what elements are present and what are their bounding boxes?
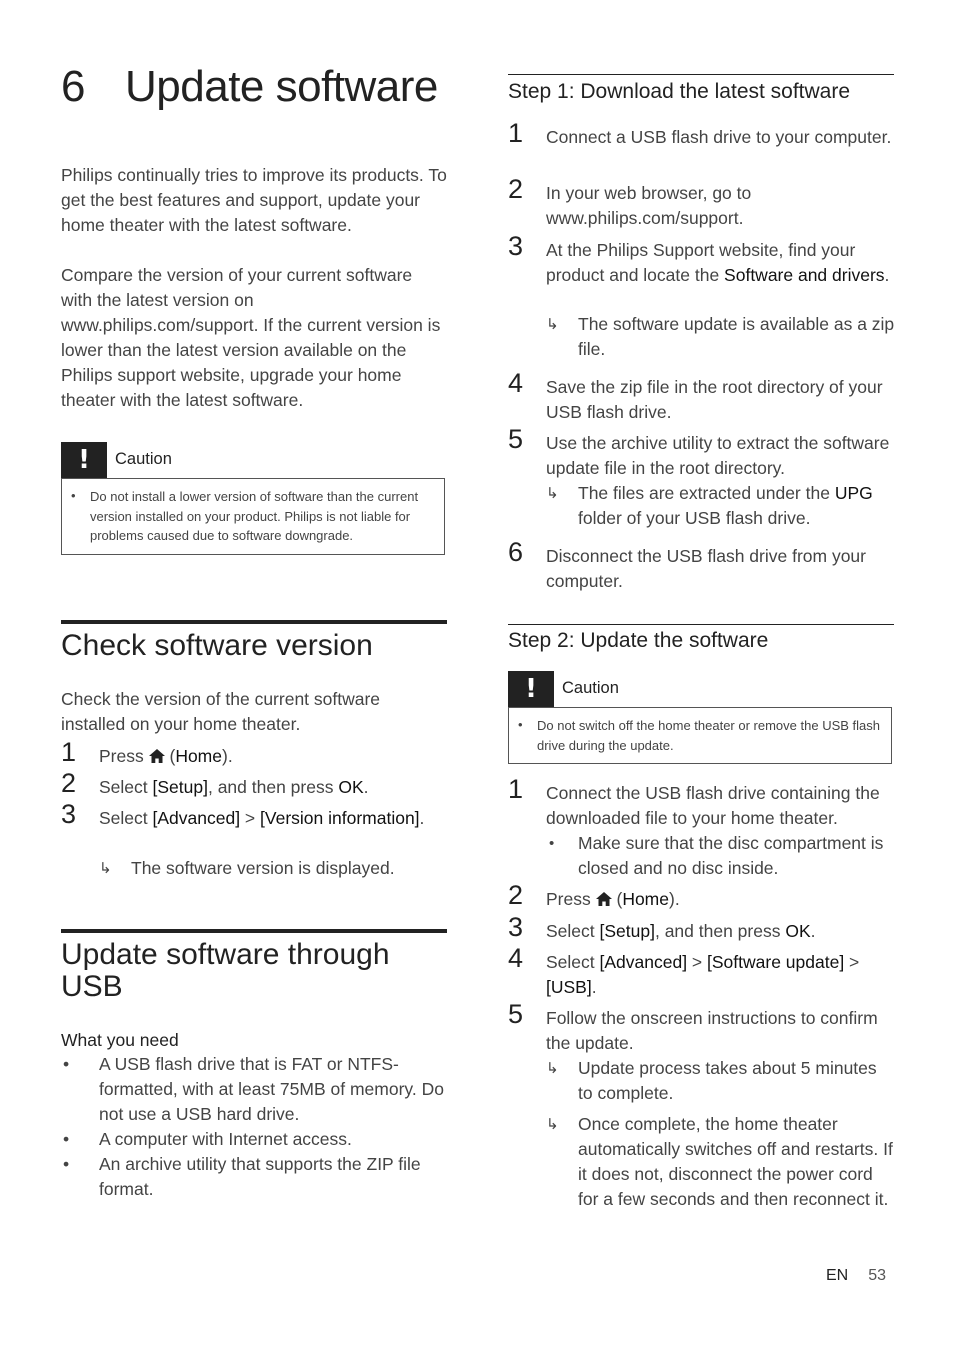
- step-text: Press: [99, 746, 149, 766]
- check-step-3: [61, 799, 447, 831]
- step-text: (: [164, 746, 176, 766]
- bullet-icon: •: [518, 717, 523, 732]
- bullet-text: Make sure that the disc compartment is closed and no disc inside.: [578, 833, 884, 878]
- caution-header: [61, 442, 447, 478]
- step2-result-2: [546, 1112, 896, 1212]
- home-icon: [149, 749, 165, 763]
- arrow-icon: ↳: [546, 316, 559, 333]
- step-number: 2: [508, 880, 524, 910]
- step-text: .: [363, 777, 369, 797]
- language-code: EN: [826, 1267, 849, 1284]
- step1-heading: Step 1: Download the latest software: [508, 80, 851, 103]
- step2-bullet-1: [546, 831, 896, 881]
- step-number: 6: [508, 537, 524, 567]
- step-text: Select: [546, 921, 600, 941]
- need-item: [61, 1127, 447, 1152]
- step-text: Select: [99, 808, 153, 828]
- caution-icon: !: [61, 442, 107, 478]
- chapter-title: [61, 62, 438, 112]
- step-text: Save the zip file in the root directory of your USB flash drive.: [546, 377, 883, 422]
- arrow-icon: ↳: [99, 860, 112, 877]
- setup-key: [Setup]: [152, 777, 208, 797]
- step2-item-5: [508, 999, 894, 1056]
- bullet-icon: •: [63, 1054, 70, 1074]
- page-number: 53: [868, 1267, 887, 1284]
- bullet-icon: •: [63, 1154, 70, 1174]
- step-text: Select: [546, 952, 600, 972]
- advanced-key: [Advanced]: [152, 808, 241, 828]
- step1-result-3: [546, 312, 896, 362]
- step-text: Press: [546, 889, 596, 909]
- result-text: The files are extracted under the: [578, 483, 835, 503]
- step-text: .: [810, 921, 816, 941]
- step-text: Disconnect the USB flash drive from your computer.: [546, 546, 866, 591]
- usb-heading: Update software through USB: [61, 938, 390, 1003]
- need-text: An archive utility that supports the ZIP file format.: [99, 1154, 421, 1199]
- step-text: .: [591, 977, 597, 997]
- check-step-1: [61, 737, 447, 769]
- step-text: Select: [99, 777, 153, 797]
- home-icon: [596, 892, 612, 906]
- result-text: Update process takes about 5 minutes to complete.: [578, 1058, 877, 1103]
- step-text: >: [240, 808, 261, 828]
- section-rule: [508, 624, 894, 625]
- software-drivers-key: Software and drivers: [724, 265, 885, 285]
- step-text: , and then press: [207, 777, 339, 797]
- caution-icon: !: [508, 671, 554, 707]
- step2-heading: Step 2: Update the software: [508, 629, 769, 652]
- caution-text: Do not switch off the home theater or remove the USB flash drive during the update.: [537, 718, 880, 753]
- step2-item-1: [508, 774, 894, 831]
- step-text: Connect a USB flash drive to your computer.: [546, 127, 892, 147]
- step-text: Use the archive utility to extract the software update file in the root directory.: [546, 433, 890, 478]
- step-text: In your web browser, go to www.philips.com/support.: [546, 183, 752, 228]
- software-update-key: [Software update]: [707, 952, 845, 972]
- caution-label: Caution: [562, 679, 619, 697]
- step1-item-3: [508, 231, 894, 288]
- chapter-title-text: Update software: [125, 62, 438, 111]
- check-result: [99, 856, 449, 881]
- step-number: 5: [508, 999, 524, 1029]
- step-number: 2: [61, 768, 77, 798]
- what-you-need-label: What you need: [61, 1030, 179, 1050]
- caution-label: Caution: [115, 450, 172, 468]
- step-number: 1: [508, 118, 524, 148]
- setup-key: [Setup]: [599, 921, 655, 941]
- chapter-number: 6: [61, 62, 85, 111]
- bullet-icon: •: [63, 1129, 70, 1149]
- step1-item-6: [508, 537, 894, 594]
- step-text: .: [884, 265, 890, 285]
- step-number: 4: [508, 943, 524, 973]
- step-number: 4: [508, 368, 524, 398]
- result-text: The software update is available as a zip file.: [578, 314, 895, 359]
- step1-item-1: [508, 118, 894, 150]
- step-text: Follow the onscreen instructions to confirm the update.: [546, 1008, 878, 1053]
- step-text: , and then press: [654, 921, 786, 941]
- step-text: Connect the USB flash drive containing the downloaded file to your home theater.: [546, 783, 880, 828]
- section-rule: [61, 929, 447, 933]
- step1-item-4: [508, 368, 894, 425]
- intro-paragraph-2: Compare the version of your current software with the latest version on www.philips.com/support. If the current version is lower than the latest version available on the Philips support website, upgrade your home theater with the latest software.: [61, 265, 441, 410]
- step2-item-2: [508, 880, 894, 912]
- step-number: 3: [508, 912, 524, 942]
- caution-text: Do not install a lower version of software than the current version installed on your product. Philips is not liable for problems caused due to software downgrade.: [90, 489, 419, 543]
- result-text: folder of your USB flash drive.: [578, 508, 811, 528]
- step-number: 3: [508, 231, 524, 261]
- step1-item-2: [508, 174, 894, 231]
- check-intro: Check the version of the current software installed on your home theater.: [61, 689, 381, 734]
- step-number: 5: [508, 424, 524, 454]
- advanced-key: [Advanced]: [599, 952, 688, 972]
- arrow-icon: ↳: [546, 485, 559, 502]
- need-text: A USB flash drive that is FAT or NTFS-formatted, with at least 75MB of memory. Do not use a USB hard drive.: [99, 1054, 444, 1124]
- section-rule: [61, 620, 447, 624]
- bullet-icon: •: [549, 835, 555, 852]
- step-text: (: [611, 889, 623, 909]
- page-footer: [826, 1267, 886, 1285]
- arrow-icon: ↳: [546, 1060, 559, 1077]
- need-text: A computer with Internet access.: [99, 1129, 352, 1149]
- step-text: ).: [669, 889, 680, 909]
- caution-box: [61, 478, 445, 555]
- ok-key: OK: [785, 921, 811, 941]
- step2-item-4: [508, 943, 894, 1000]
- step-text: At the Philips Support website, find your product and locate the: [546, 240, 856, 285]
- need-item: [61, 1152, 447, 1202]
- step2-result-1: [546, 1056, 896, 1106]
- caution-box: [508, 707, 892, 764]
- caution-header: [508, 671, 894, 707]
- version-key: [Version information]: [260, 808, 420, 828]
- step-number: 2: [508, 174, 524, 204]
- check-step-2: [61, 768, 447, 800]
- need-item: [61, 1052, 447, 1127]
- section-rule: [508, 74, 894, 75]
- check-heading: Check software version: [61, 629, 373, 662]
- result-text: Once complete, the home theater automatically switches off and restarts. If it does not, disconnect the power cord for a few seconds and then reconnect it.: [578, 1114, 893, 1209]
- step2-item-3: [508, 912, 894, 944]
- step-number: 3: [61, 799, 77, 829]
- arrow-icon: ↳: [546, 1116, 559, 1133]
- bullet-icon: •: [71, 488, 76, 503]
- intro-paragraph-1: Philips continually tries to improve its products. To get the best features and support, update your home theater with the latest software.: [61, 165, 447, 235]
- step1-item-5: [508, 424, 894, 481]
- ok-key: OK: [338, 777, 364, 797]
- step-number: 1: [508, 774, 524, 804]
- step-number: 1: [61, 737, 77, 767]
- upg-folder: UPG: [834, 483, 873, 503]
- home-key: Home: [622, 889, 669, 909]
- step-text: >: [687, 952, 708, 972]
- home-key: Home: [175, 746, 222, 766]
- step-text: ).: [222, 746, 233, 766]
- usb-key: [USB]: [546, 977, 592, 997]
- result-text: The software version is displayed.: [131, 858, 395, 878]
- step-text: .: [419, 808, 425, 828]
- step1-result-5: [546, 481, 896, 531]
- step-text: >: [844, 952, 860, 972]
